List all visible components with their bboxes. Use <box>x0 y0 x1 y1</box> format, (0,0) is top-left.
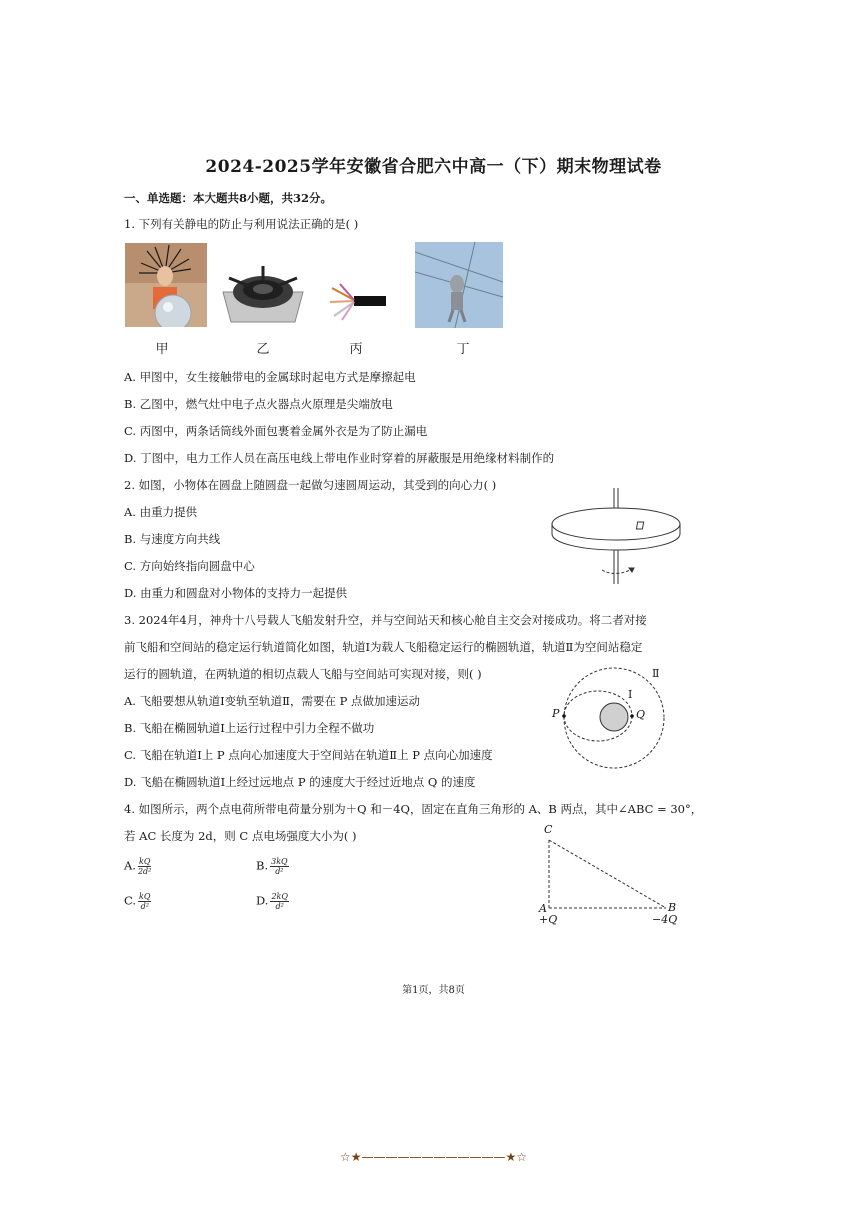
q3-option-a: A. 飞船要想从轨道Ⅰ变轨至轨道Ⅱ，需要在 P 点做加速运动 <box>124 694 421 708</box>
caption-ding: 丁 <box>456 342 470 357</box>
photo-ding <box>415 242 503 328</box>
q3-option-b: B. 飞船在椭圆轨道Ⅰ上运行过程中引力全程不做功 <box>124 721 375 735</box>
q3-stem-line-1: 3. 2024年4月，神舟十八号载人飞船发射升空，并与空间站天和核心舱自主交会对接成功。将二者对接 <box>124 613 647 627</box>
orbit-diagram <box>548 666 678 770</box>
q3-stem-line-2: 前飞船和空间站的稳定运行轨道简化如图，轨道Ⅰ为载人飞船稳定运行的椭圆轨道，轨道Ⅱ为空间站稳定 <box>124 640 643 654</box>
orbit-point-q: Q <box>636 708 646 721</box>
q4-stem-line-2: 若 AC 长度为 2d，则 C 点电场强度大小为( ) <box>124 829 357 843</box>
q2-stem: 2. 如图，小物体在圆盘上随圆盘一起做匀速圆周运动，其受到的向心力( ) <box>124 478 497 492</box>
triangle-diagram <box>540 836 680 912</box>
q2-option-c: C. 方向始终指向圆盘中心 <box>124 559 255 573</box>
q1-option-d: D. 丁图中，电力工作人员在高压电线上带电作业时穿着的屏蔽服是用绝缘材料制作的 <box>124 451 555 465</box>
page-title: 2024-2025学年安徽省合肥六中高一（下）期末物理试卷 <box>205 157 662 177</box>
charge-b: −4Q <box>652 913 678 926</box>
caption-jia: 甲 <box>155 342 169 357</box>
q4-option-a: A. $\frac{kQ}{\text{2d²}}$ <box>124 857 152 876</box>
q1-option-c: C. 丙图中，两条话筒线外面包裹着金属外衣是为了防止漏电 <box>124 424 428 438</box>
orbit-label-inner: Ⅰ <box>628 688 633 701</box>
section-heading: 一、单选题：本大题共8小题，共32分。 <box>124 191 333 205</box>
q1-option-b: B. 乙图中，燃气灶中电子点火器点火原理是尖端放电 <box>124 397 393 411</box>
q3-stem-line-3: 运行的圆轨道，在两轨道的相切点载人飞船与空间站可实现对接，则( ) <box>124 667 482 681</box>
q3-option-c: C. 飞船在轨道Ⅰ上 P 点向心加速度大于空间站在轨道Ⅱ上 P 点向心加速度 <box>124 748 493 762</box>
q4-option-c: C. $\frac{kQ}{\text{d²}}$ <box>124 892 151 911</box>
charge-a: +Q <box>539 913 558 926</box>
orbit-label-outer: Ⅱ <box>652 667 660 680</box>
decorative-stars-line: ☆★————————————★☆ <box>339 1150 528 1164</box>
photo-jia <box>125 243 207 327</box>
q2-option-a: A. 由重力提供 <box>124 505 198 519</box>
photo-yi <box>219 252 307 328</box>
q3-option-d: D. 飞船在椭圆轨道Ⅰ上经过远地点 P 的速度大于经过近地点 Q 的速度 <box>124 775 476 789</box>
q1-option-a: A. 甲图中，女生接触带电的金属球时起电方式是摩擦起电 <box>124 370 416 384</box>
q4-option-b: B. $\frac{3kQ}{\text{d²}}$ <box>256 857 288 876</box>
vertex-b: B <box>668 901 677 914</box>
q1-stem: 1. 下列有关静电的防止与利用说法正确的是( ) <box>124 217 359 231</box>
photo-bing <box>326 280 388 324</box>
q4-stem-line-1: 4. 如图所示，两个点电荷所带电荷量分别为＋Q 和－4Q，固定在直角三角形的 A、B 两点，其中∠ABC = 30°， <box>124 802 703 816</box>
rotating-disk-diagram <box>548 486 684 586</box>
orbit-point-p: P <box>552 707 560 720</box>
vertex-a: A <box>539 902 547 915</box>
vertex-c: C <box>544 823 553 836</box>
page-footer: 第1页，共8页 <box>402 985 465 996</box>
caption-yi: 乙 <box>256 342 270 357</box>
q2-option-d: D. 由重力和圆盘对小物体的支持力一起提供 <box>124 586 348 600</box>
q2-option-b: B. 与速度方向共线 <box>124 532 221 546</box>
q4-option-d: D. $\frac{2kQ}{\text{d²}}$ <box>256 892 288 911</box>
caption-bing: 丙 <box>349 342 363 357</box>
